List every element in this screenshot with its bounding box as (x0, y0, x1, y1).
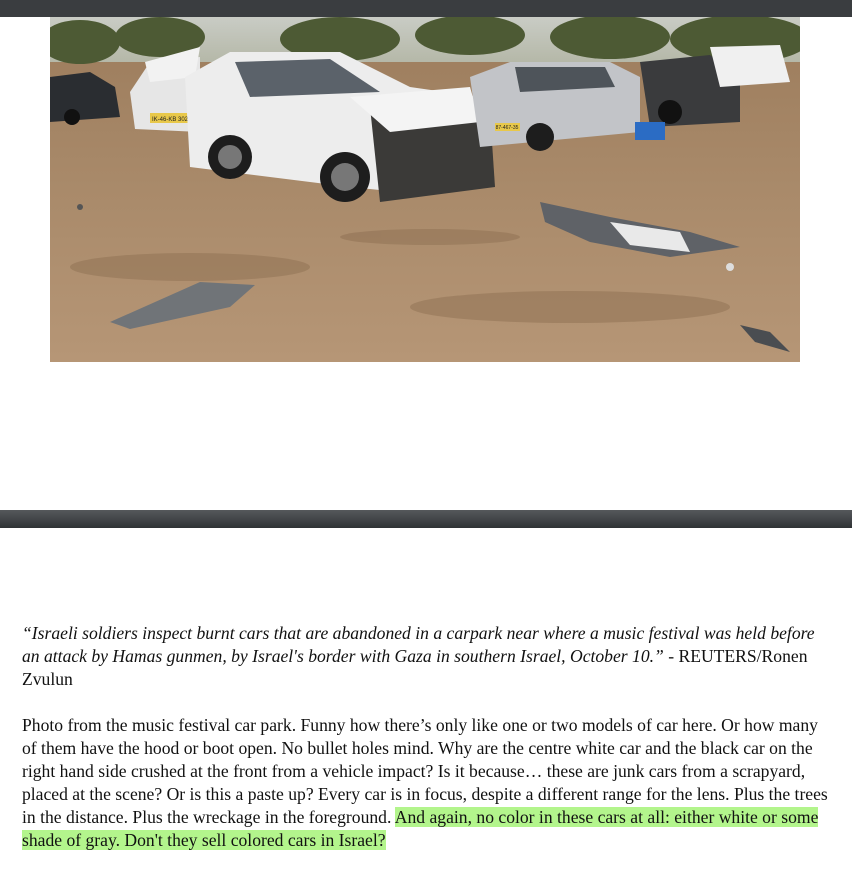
commentary-plain: Photo from the music festival car park. Funny how there’s only like one or two models of car here. Or how many of them have the hood or boot open. No bullet holes mind. Why are the centre white car and the black car on the right hand side crushed at the front from a vehicle impact? Is it because… these are junk cars from a scrapyard, placed at the scene? Or is this a paste up? Every car is in focus, despite a different range for the lens. Plus the trees in the distance. Plus the wreckage in the foreground. (22, 715, 828, 827)
page-break (0, 510, 852, 528)
photo-caption (22, 622, 822, 691)
news-photo (50, 17, 800, 362)
commentary-highlighted: And again, no color in these cars at all: either white or some shade of gray. Don't they sell colored cars in Israel? (22, 807, 819, 850)
top-page-edge (0, 0, 852, 17)
white-car-far (710, 45, 790, 87)
plate-1: ΙΚ-46-ΚΒ 302 (151, 117, 189, 123)
blue-cooler (635, 122, 665, 140)
caption-quote: “Israeli soldiers inspect burnt cars that are abandoned in a carpark near where a music festival was held before an attack by Hamas gunmen, by Israel's border with Gaza in southern Israel, October 10.” (22, 623, 815, 666)
caption-credit: - REUTERS/Ronen Zvulun (22, 646, 808, 689)
commentary-paragraph (22, 714, 832, 852)
plate-2: 87-467-35 (495, 125, 519, 131)
